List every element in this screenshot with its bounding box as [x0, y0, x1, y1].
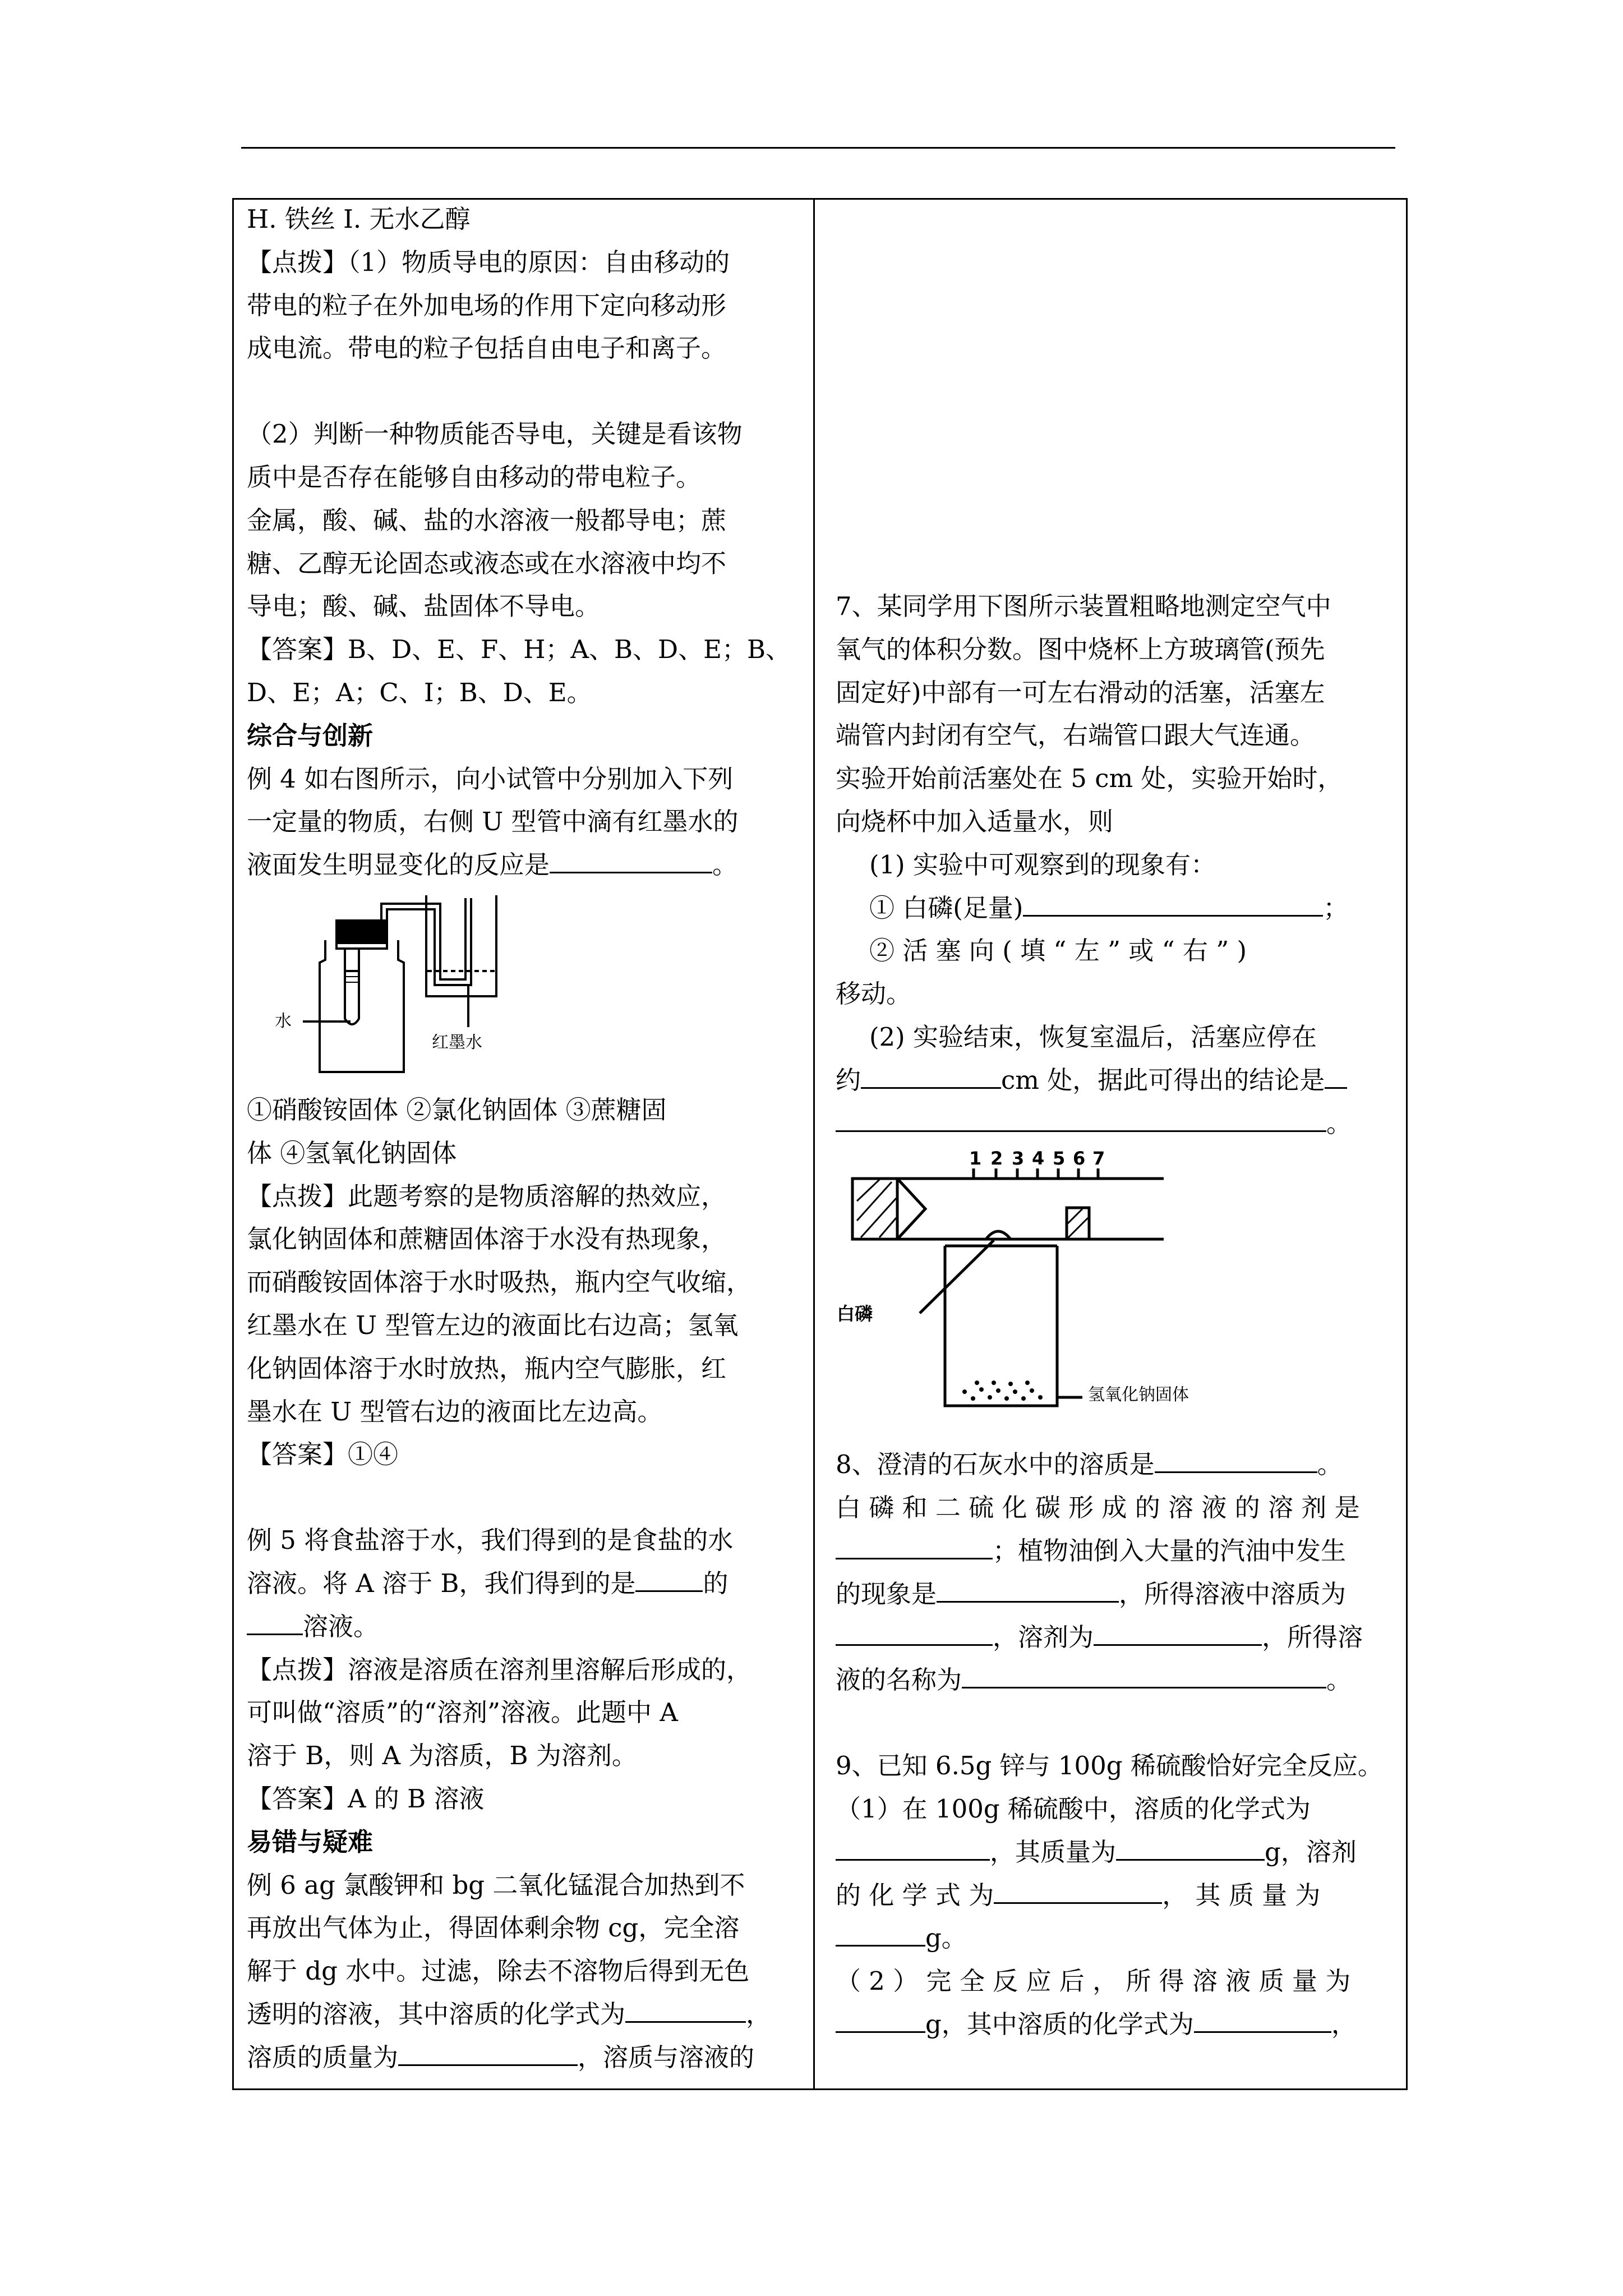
answer-blank [1194, 2007, 1331, 2033]
text-line: 实验开始前活塞处在 5 cm 处，实验开始时， [836, 763, 1343, 794]
text-line: 成电流。带电的粒子包括自由电子和离子。 [247, 333, 727, 364]
text-line: 再放出气体为止，得固体剩余物 cg，完全溶 [247, 1913, 740, 1943]
answer-blank [937, 1577, 1119, 1603]
text-line: ①硝酸铵固体 ②氯化钠固体 ③蔗糖固 [247, 1094, 667, 1125]
answer-blank [861, 1063, 1001, 1089]
text-line: 白 磷 和 二 硫 化 碳 形 成 的 溶 液 的 溶 剂 是 [836, 1493, 1360, 1523]
u-tube-diagram [247, 887, 808, 1089]
text-line: 向烧杯中加入适量水，则 [836, 806, 1114, 836]
answer-blank [962, 1663, 1326, 1689]
text-line: 的 化 学 式 为 ， 其 质 量 为 [836, 1874, 1398, 1917]
figure-piston-apparatus [836, 1145, 1396, 1443]
text-line: H. 铁丝 I. 无水乙醇 [247, 204, 471, 234]
text-line: 红墨水在 U 型管左边的液面比右边高；氢氧 [247, 1310, 739, 1340]
scale-tick-2: 2 [990, 1148, 1003, 1170]
text-line: 氯化钠固体和蔗糖固体溶于水没有热现象， [247, 1224, 727, 1254]
text-line: 解于 dg 水中。过滤，除去不溶物后得到无色 [247, 1956, 750, 1986]
section-heading-synthesis: 综合与创新 [247, 720, 374, 751]
answer-blank [1023, 891, 1323, 917]
label-red-ink: 红墨水 [432, 1032, 482, 1052]
answer-blank [836, 1620, 993, 1646]
text-line: 。 [836, 1102, 1398, 1145]
header-rule [241, 147, 1395, 149]
text-line: 液面发生明显变化的反应是 。 [247, 844, 808, 887]
text-line: 9、已知 6.5g 锌与 100g 稀硫酸恰好完全反应。 [836, 1751, 1383, 1781]
text-line: 溶于 B，则 A 为溶质，B 为溶剂。 [247, 1741, 637, 1771]
text-line: 【点拨】此题考察的是物质溶解的热效应， [247, 1181, 727, 1211]
text-line: 导电；酸、碱、盐固体不导电。 [247, 591, 601, 622]
scale-tick-3: 3 [1012, 1148, 1025, 1170]
answer-blank [836, 1534, 993, 1559]
text-line: 固定好)中部有一可左右滑动的活塞，活塞左 [836, 677, 1325, 707]
answer-blank [625, 1997, 746, 2023]
text-line: 8、澄清的石灰水中的溶质是 。 [836, 1443, 1398, 1487]
text-line: 液的名称为 。 [836, 1659, 1398, 1702]
left-column [247, 198, 808, 2079]
text-line: 透明的溶液，其中溶质的化学式为 ， [247, 1993, 808, 2036]
text-line: 可叫做“溶质”的“溶剂”溶液。此题中 A [247, 1697, 678, 1728]
text-line: g，其中溶质的化学式为 ， [836, 2003, 1398, 2046]
text-line: 溶液。 [247, 1605, 808, 1649]
label-sodium-hydroxide-solid: 氢氧化钠固体 [1088, 1385, 1189, 1405]
text-line: 糖、乙醇无论固态或液态或在水溶液中均不 [247, 548, 727, 578]
scale-tick-5: 5 [1053, 1148, 1066, 1170]
text-line: g。 [836, 1917, 1398, 1960]
text-line: 体 ④氢氧化钠固体 [247, 1138, 457, 1168]
text-line: 的现象是 ，所得溶液中溶质为 [836, 1573, 1398, 1616]
text-line: 约 cm 处，据此可得出的结论是 [836, 1059, 1398, 1102]
answer-blank [836, 1921, 925, 1947]
scale-tick-1: 1 [969, 1148, 982, 1170]
answer-blank [994, 1878, 1162, 1904]
text-line: 【点拨】（1）物质导电的原因：自由移动的 [247, 247, 730, 277]
text-line: 而硝酸铵固体溶于水时吸热，瓶内空气收缩， [247, 1267, 752, 1297]
answer-blank [550, 848, 712, 873]
text-line: 一定量的物质，右侧 U 型管中滴有红墨水的 [247, 807, 739, 837]
answer-blank [836, 2007, 925, 2033]
text-line: 端管内封闭有空气，右端管口跟大气连通。 [836, 720, 1316, 751]
text-line: ② 活 塞 向 ( 填 “ 左 ” 或 “ 右 ” ) [869, 936, 1247, 966]
scale-tick-6: 6 [1073, 1148, 1086, 1170]
answer-blank [1116, 1835, 1265, 1861]
answer-blank [1325, 1063, 1347, 1089]
text-line: D、E；A；C、I；B、D、E。 [247, 677, 592, 707]
text-line: 质中是否存在能够自由移动的带电粒子。 [247, 462, 702, 492]
text-line: 金属，酸、碱、盐的水溶液一般都导电；蔗 [247, 505, 727, 535]
text-line: 例 4 如右图所示，向小试管中分别加入下列 [247, 763, 734, 794]
scale-tick-4: 4 [1032, 1148, 1045, 1170]
right-column [836, 198, 1398, 2046]
text-line: 【答案】A 的 B 溶液 [247, 1783, 485, 1814]
text-line: 【答案】B、D、E、F、H；A、B、D、E；B、 [247, 634, 791, 665]
text-line: 【答案】①④ [247, 1439, 399, 1470]
answer-blank [398, 2040, 578, 2066]
text-line: ，其质量为 g，溶剂 [836, 1831, 1398, 1874]
figure-u-tube-apparatus [247, 887, 808, 1089]
label-white-phosphorus: 白磷 [837, 1303, 873, 1325]
answer-blank [635, 1566, 703, 1592]
text-line: (2) 实验结束，恢复室温后，活塞应停在 [869, 1022, 1317, 1052]
text-line: ；植物油倒入大量的汽油中发生 [836, 1530, 1398, 1573]
text-line: 带电的粒子在外加电场的作用下定向移动形 [247, 290, 727, 320]
text-line: 7、某同学用下图所示装置粗略地测定空气中 [836, 591, 1331, 621]
text-line: 氧气的体积分数。图中烧杯上方玻璃管(预先 [836, 634, 1325, 664]
answer-blank [836, 1835, 990, 1861]
text-line: 化钠固体溶于水时放热，瓶内空气膨胀，红 [247, 1353, 727, 1383]
text-line: 墨水在 U 型管右边的液面比左边高。 [247, 1396, 663, 1427]
text-line: 移动。 [836, 979, 912, 1009]
section-heading-pitfalls: 易错与疑难 [247, 1826, 374, 1857]
text-line: 例 6 ag 氯酸钾和 bg 二氧化锰混合加热到不 [247, 1870, 745, 1900]
scale-tick-7: 7 [1092, 1148, 1105, 1170]
text-line: （ 2 ） 完 全 反 应 后 ， 所 得 溶 液 质 量 为 [836, 1966, 1351, 1996]
column-divider [813, 198, 815, 2090]
answer-blank [1155, 1448, 1317, 1474]
text-line: ① 白磷(足量) ； [836, 887, 1398, 930]
answer-blank [247, 1609, 303, 1635]
text-line: 溶液。将 A 溶于 B，我们得到的是 的 [247, 1562, 808, 1605]
text-line: 【点拨】溶液是溶质在溶剂里溶解后形成的， [247, 1654, 752, 1685]
text-line: (1) 实验中可观察到的现象有： [869, 849, 1216, 880]
answer-blank [836, 1106, 1326, 1132]
text-line: （2）判断一种物质能否导电，关键是看该物 [247, 419, 743, 449]
answer-blank [1094, 1620, 1262, 1646]
text-line: ，溶剂为 ，所得溶 [836, 1616, 1398, 1659]
text-line: 溶质的质量为 ，溶质与溶液的 [247, 2036, 808, 2079]
label-water: 水 [275, 1011, 292, 1031]
text-line: 例 5 将食盐溶于水，我们得到的是食盐的水 [247, 1525, 734, 1556]
text-line: （1）在 100g 稀硫酸中，溶质的化学式为 [836, 1793, 1311, 1824]
